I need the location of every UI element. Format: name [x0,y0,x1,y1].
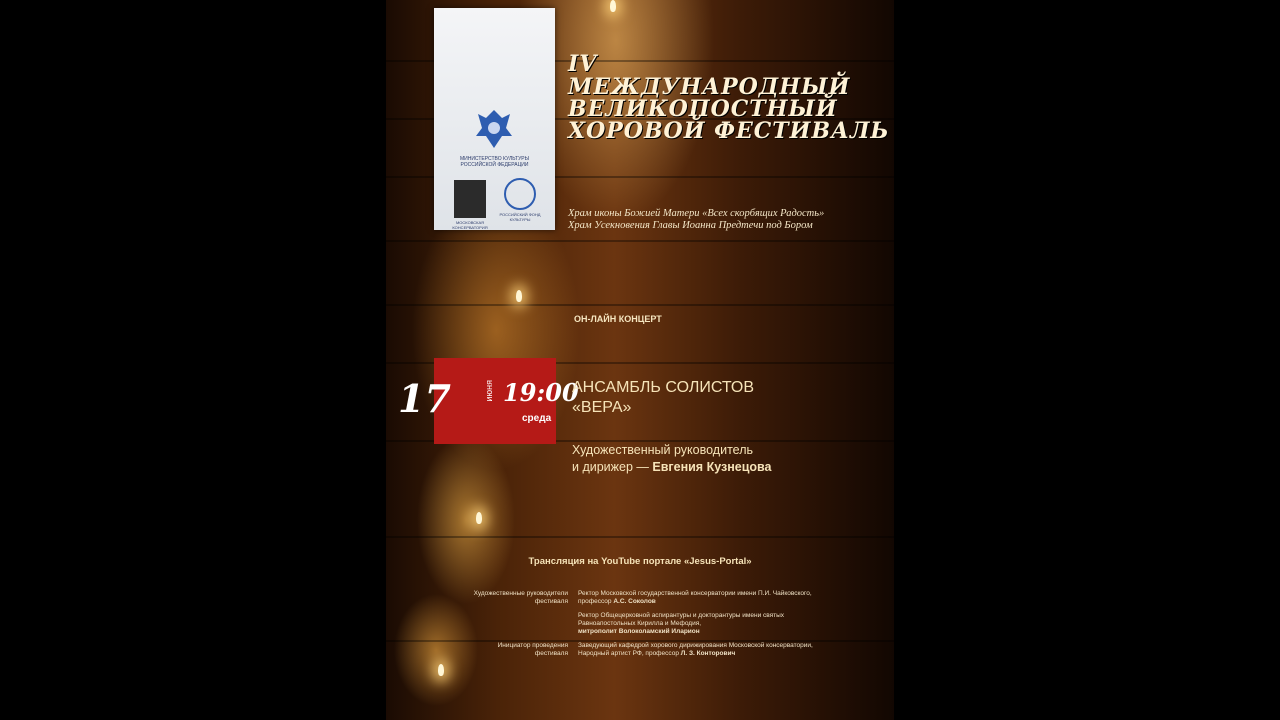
candle-icon [516,290,522,302]
culture-fund-logo-icon [504,178,536,210]
artistic-director-2-name: митрополит Волоколамский Иларион [578,628,700,635]
festival-title-line-3: ХОРОВОЙ ФЕСТИВАЛЬ [568,118,890,144]
director-line-1: Художественный руководитель [572,443,753,457]
concert-day: 17 [398,376,451,421]
initiator-text: Заведующий кафедрой хорового дирижирования Московской консерватории, Народный артист РФ, профессор [578,642,813,657]
conservatory-logo-icon [454,180,486,218]
director-info [572,442,772,476]
initiator-name: Л. З. Конторович [680,650,736,657]
concert-type: ОН-ЛАЙН КОНЦЕРТ [574,314,662,324]
candle-icon [610,0,616,12]
concert-time: 19:00 [503,378,579,407]
candle-icon [438,664,444,676]
broadcast-info: Трансляция на YouTube портале «Jesus-Portal» [528,556,752,567]
venue-2: Храм Усекновения Главы Иоанна Предтечи под Бором [568,220,813,231]
concert-month: июня [484,380,494,402]
ensemble-line-1: АНСАМБЛЬ СОЛИСТОВ [572,379,755,396]
artistic-director-2: Ректор Общецерковной аспирантуры и докторантуры имени святых Равноапостольных Кирилла и Мефодия, [578,612,785,627]
fund-caption: РОССИЙСКИЙ ФОНД КУЛЬТУРЫ [499,212,541,222]
festival-title-line-1: МЕЖДУНАРОДНЫЙ [568,74,851,100]
concert-weekday: среда [522,413,552,424]
venue-list [568,208,868,232]
candle-icon [476,512,482,524]
festival-number: IV [568,51,598,77]
artistic-director-1: Ректор Московской государственной консерватории имени П.И. Чайковского, профессор [578,590,812,605]
ensemble-name [572,378,754,418]
concert-poster [386,0,894,720]
ensemble-line-2: «ВЕРА» [572,399,632,416]
director-name: Евгения Кузнецова [652,460,772,474]
conservatory-caption: МОСКОВСКАЯ КОНСЕРВАТОРИЯ [452,220,488,230]
ministry-caption: МИНИСТЕРСТВО КУЛЬТУРЫ РОССИЙСКОЙ ФЕДЕРАЦИИ [459,156,530,168]
director-prefix: и дирижер — [572,460,653,474]
festival-title-line-2: ВЕЛИКОПОСТНЫЙ [568,96,838,122]
festival-heading [568,52,890,142]
initiator-label: Инициатор проведения фестиваля [497,642,568,657]
venue-1: Храм иконы Божией Матери «Всех скорбящих Радость» [568,208,825,219]
ministry-emblem-icon [472,106,516,152]
festival-credits [466,590,866,664]
artistic-directors-label: Художественные руководители фестиваля [473,590,568,605]
sponsor-logo-panel [434,8,555,230]
artistic-director-1-name: А.С. Соколов [613,598,656,605]
